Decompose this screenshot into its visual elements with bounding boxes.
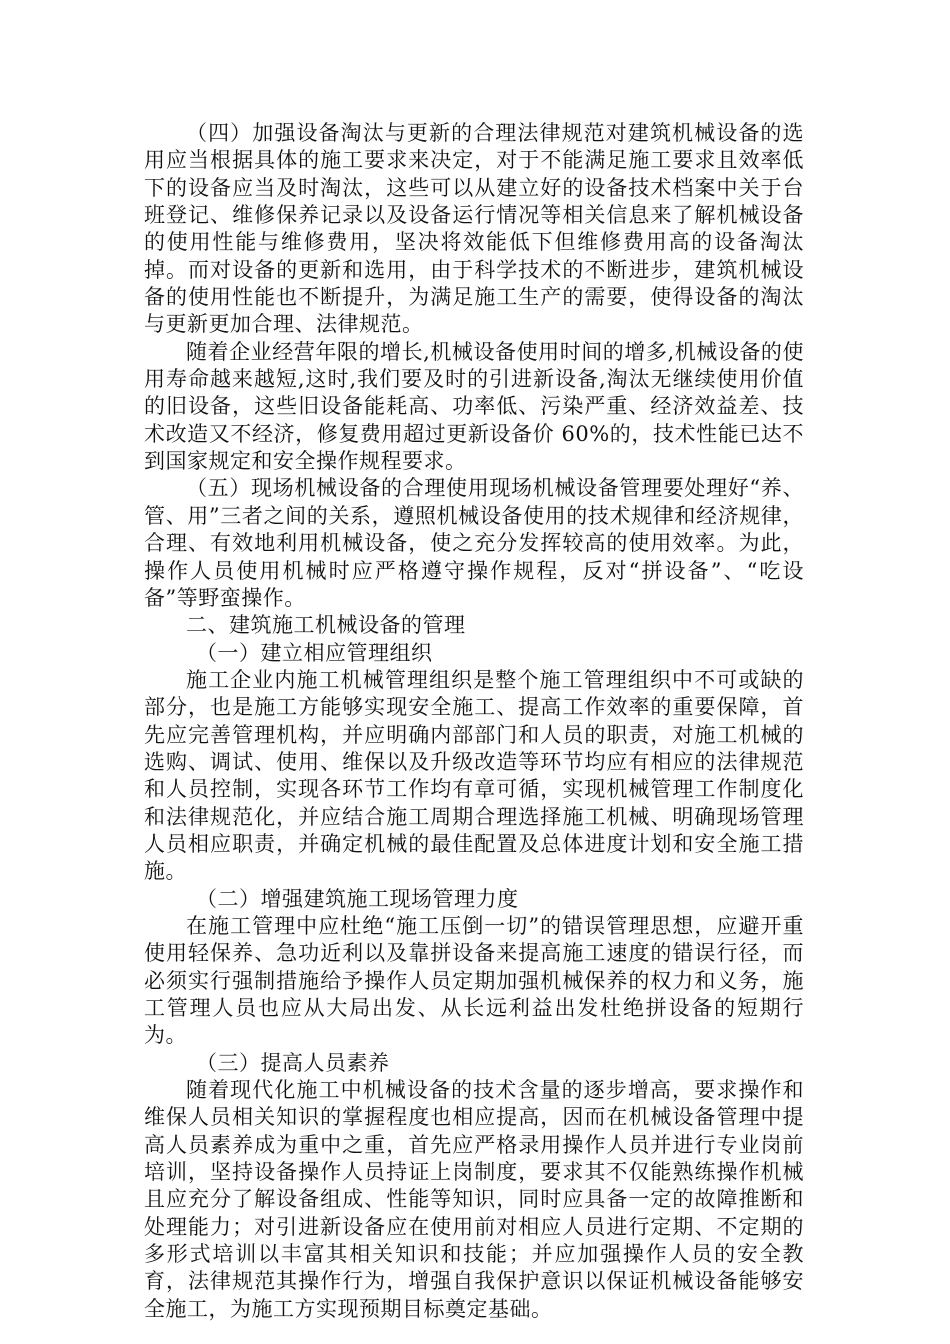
section-heading-management: 二、建筑施工机械设备的管理 bbox=[186, 613, 466, 638]
paragraph-equipment-elimination: （四）加强设备淘汰与更新的合理法律规范对建筑机械设备的选用应当根据具体的施工要求来决定，对于不能满足施工要求且效率低下的设备应当及时淘汰，这些可以从建立好的设备技术档案中关于台班登记、维修保养记录以及设备运行情况等相关信息来了解机械设备的使用性能与维修费用，坚决将效能低下但维修费用高的设备淘汰掉。而对设备的更新和选用，由于科学技术的不断进步，建筑机械设备的使用性能也不断提升，为满足施工生产的需要，使得设备的淘汰与更新更加合理、法律规范。 bbox=[144, 121, 804, 337]
subheading-organization: （一）建立相应管理组织 bbox=[196, 640, 433, 665]
subheading-site-management: （二）增强建筑施工现场管理力度 bbox=[196, 886, 519, 911]
document-body bbox=[144, 120, 804, 1323]
paragraph-site-management: 在施工管理中应杜绝“施工压倒一切”的错误管理思想，应避开重使用轻保养、急功近利以及靠拼设备来提高施工速度的错误行径，而必须实行强制措施给予操作人员定期加强机械保养的权力和义务，施工管理人员也应从大局出发、从长远利益出发杜绝拼设备的短期行为。 bbox=[144, 913, 804, 1048]
paragraph-equipment-lifespan: 随着企业经营年限的增长,机械设备使用时间的增多,机械设备的使用寿命越来越短,这时,我们要及时的引进新设备,淘汰无继续使用价值的旧设备，这些旧设备能耗高、功率低、污染严重、经济效益差、技术改造又不经济，修复费用超过更新设备价 60%的，技术性能已达不到国家规定和安全操作规程要求。 bbox=[144, 339, 804, 474]
subheading-personnel: （三）提高人员素养 bbox=[196, 1050, 390, 1075]
paragraph-organization: 施工企业内施工机械管理组织是整个施工管理组织中不可或缺的部分，也是施工方能够实现安全施工、提高工作效率的重要保障，首先应完善管理机构，并应明确内部部门和人员的职责，对施工机械的选购、调试、使用、维保以及升级改造等环节均应有相应的法律规范和人员控制，实现各环节工作均有章可循，实现机械管理工作制度化和法律规范化，并应结合施工周期合理选择施工机械、明确现场管理人员相应职责，并确定机械的最佳配置及总体进度计划和安全施工措施。 bbox=[144, 667, 804, 884]
paragraph-onsite-usage: （五）现场机械设备的合理使用现场机械设备管理要处理好“养、管、用”三者之间的关系，遵照机械设备使用的技术规律和经济规律，合理、有效地利用机械设备，使之充分发挥较高的使用效率。为此，操作人员使用机械时应严格遵守操作规程，反对“拼设备”、“吃设备”等野蛮操作。 bbox=[144, 476, 804, 610]
paragraph-personnel: 随着现代化施工中机械设备的技术含量的逐步增高，要求操作和维保人员相关知识的掌握程度也相应提高，因而在机械设备管理中提高人员素养成为重中之重，首先应严格录用操作人员并进行专业岗前培训，坚持设备操作人员持证上岗制度，要求其不仅能熟练操作机械且应充分了解设备组成、性能等知识，同时应具备一定的故障推断和处理能力；对引进新设备应在使用前对相应人员进行定期、不定期的多形式培训以丰富其相关知识和技能；并应加强操作人员的安全教育，法律规范其操作行为，增强自我保护意识以保证机械设备能够安全施工，为施工方实现预期目标奠定基础。 bbox=[144, 1078, 804, 1321]
